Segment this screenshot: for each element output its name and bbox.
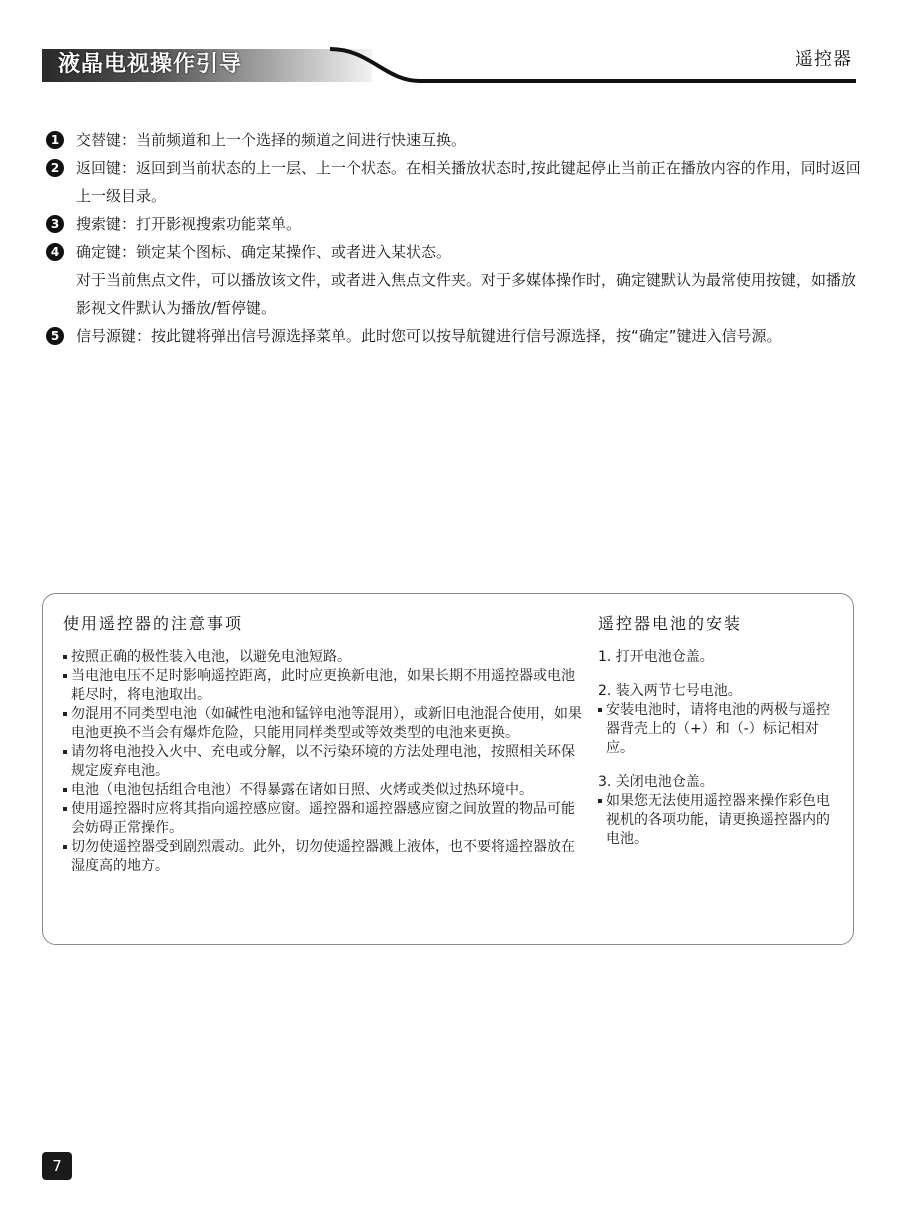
list-item: 如果您无法使用遥控器来操作彩色电视机的各项功能，请更换遥控器内的电池。 [598, 792, 843, 849]
key-text: 确定键：锁定某个图标、确定某操作、或者进入某状态。 [76, 243, 452, 261]
key-text: 返回键：返回到当前状态的上一层、上一个状态。在相关播放状态时,按此键起停止当前正在播放内容的作用，同时返回上一级目录。 [76, 159, 861, 205]
precautions-list [63, 648, 583, 876]
key-item [46, 210, 861, 238]
key-text: 交替键：当前频道和上一个选择的频道之间进行快速互换。 [76, 131, 467, 149]
battery-title: 遥控器电池的安装 [598, 614, 743, 633]
number-badge: 3 [46, 215, 64, 233]
key-item [46, 238, 861, 322]
key-item [46, 322, 861, 350]
precautions-column [63, 612, 583, 876]
number-badge: 4 [46, 243, 64, 261]
page-number: 7 [42, 1152, 72, 1180]
battery-step-3: 3. 关闭电池仓盖。 [598, 774, 714, 790]
list-item: 请勿将电池投入火中、充电或分解，以不污染环境的方法处理电池，按照相关环保规定废弃电池。 [63, 743, 583, 781]
header-title: 液晶电视操作引导 [58, 52, 243, 77]
number-badge: 2 [46, 159, 64, 177]
battery-column [598, 612, 843, 849]
key-extra-text: 对于当前焦点文件，可以播放该文件，或者进入焦点文件夹。对于多媒体操作时，确定键默认为最常使用按键，如播放影视文件默认为播放/暂停键。 [76, 271, 857, 317]
battery-step-2: 2. 装入两节七号电池。 [598, 683, 742, 699]
list-item: 切勿使遥控器受到剧烈震动。此外，切勿使遥控器溅上液体，也不要将遥控器放在湿度高的地方。 [63, 838, 583, 876]
notice-box [42, 593, 854, 945]
battery-step-2-notes [598, 701, 843, 758]
precautions-title: 使用遥控器的注意事项 [63, 614, 244, 633]
key-descriptions [46, 126, 861, 350]
key-text: 搜索键：打开影视搜索功能菜单。 [76, 215, 302, 233]
number-badge: 5 [46, 327, 64, 345]
battery-step-1: 1. 打开电池仓盖。 [598, 649, 714, 665]
number-badge: 1 [46, 131, 64, 149]
header-swoosh [0, 0, 898, 100]
list-item: 使用遥控器时应将其指向遥控感应窗。遥控器和遥控器感应窗之间放置的物品可能会妨碍正常操作。 [63, 800, 583, 838]
key-item [46, 126, 861, 154]
list-item: 当电池电压不足时影响遥控距离，此时应更换新电池，如果长期不用遥控器或电池耗尽时，将电池取出。 [63, 667, 583, 705]
list-item: 安装电池时，请将电池的两极与遥控器背壳上的（+）和（-）标记相对应。 [598, 701, 843, 758]
section-title: 遥控器 [795, 49, 852, 70]
list-item: 电池（电池包括组合电池）不得暴露在诸如日照、火烤或类似过热环境中。 [63, 781, 583, 800]
page-header [0, 0, 898, 100]
list-item: 勿混用不同类型电池（如碱性电池和锰锌电池等混用），或新旧电池混合使用，如果电池更换不当会有爆炸危险，只能用同样类型或等效类型的电池来更换。 [63, 705, 583, 743]
key-item [46, 154, 861, 210]
list-item: 按照正确的极性装入电池，以避免电池短路。 [63, 648, 583, 667]
key-text: 信号源键：按此键将弹出信号源选择菜单。此时您可以按导航键进行信号源选择，按“确定”键进入信号源。 [76, 327, 782, 345]
battery-step-3-notes [598, 792, 843, 849]
